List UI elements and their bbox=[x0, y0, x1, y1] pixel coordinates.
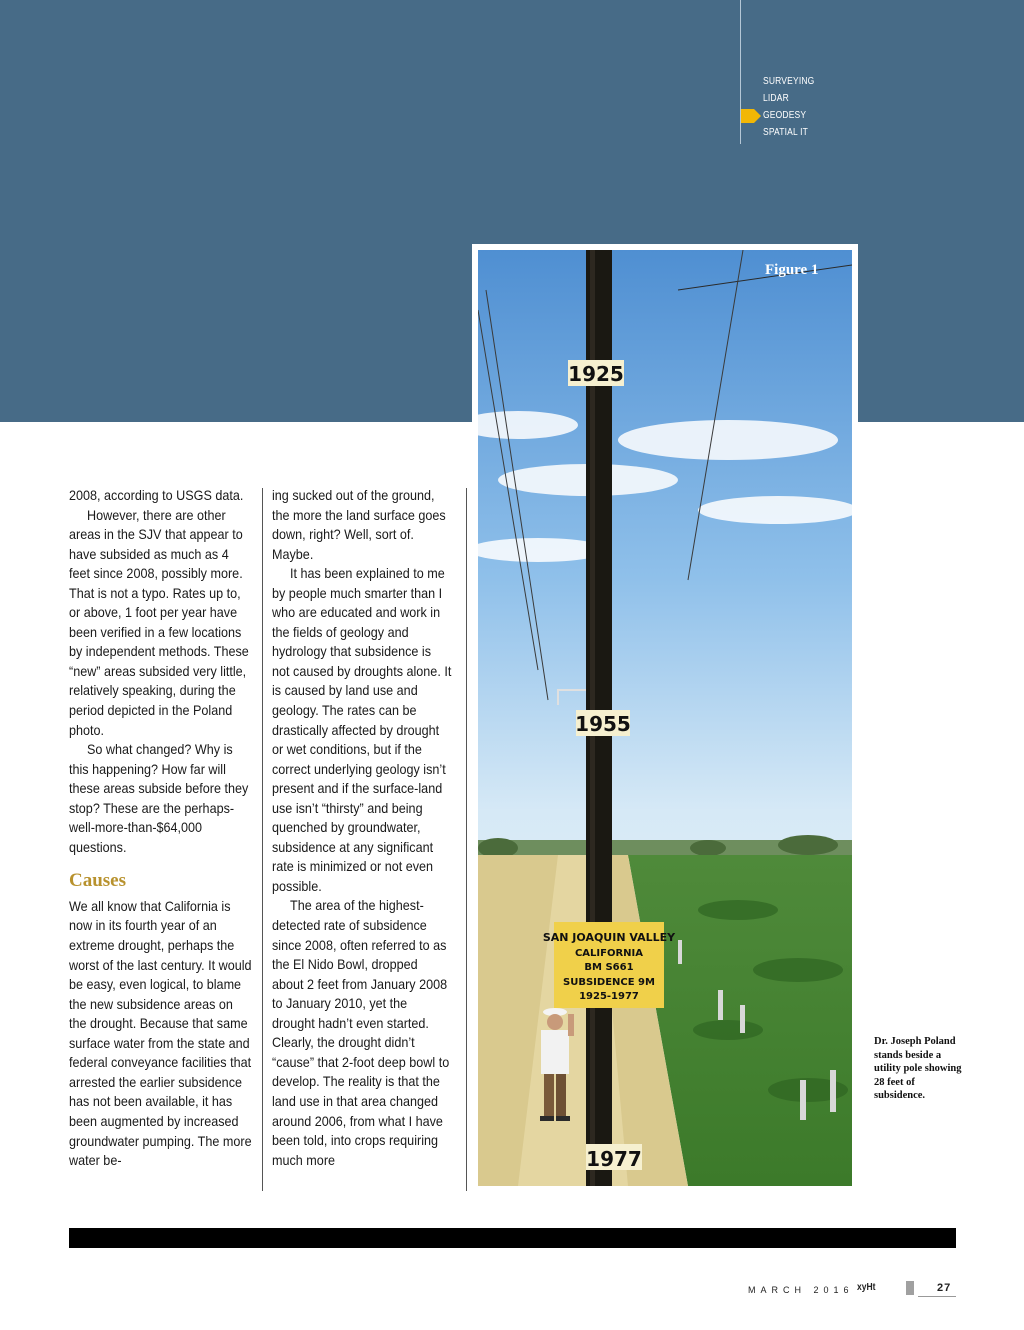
nav-item-geodesy[interactable]: GEODESY bbox=[763, 110, 807, 121]
col1-paragraph-3: So what changed? Why is this happening? How far will these areas subside before they stop? These are the perhaps-well-more-than-$64,000 questions. bbox=[69, 741, 249, 855]
footer-date: MARCH 2016 bbox=[748, 1285, 854, 1295]
svg-text:BM S661: BM S661 bbox=[584, 962, 634, 973]
svg-text:SUBSIDENCE 9M: SUBSIDENCE 9M bbox=[563, 977, 655, 988]
footer-magazine: xyHt bbox=[857, 1282, 876, 1293]
svg-text:1955: 1955 bbox=[575, 712, 631, 736]
active-section-marker-icon bbox=[741, 109, 761, 123]
col2-paragraph-1: ing sucked out of the ground, the more the land surface goes down, right? Well, sort of. Maybe. bbox=[272, 487, 446, 562]
col2-paragraph-2: It has been explained to me by people much smarter than I who are educated and work in the fields of geology and hydrology that subsidence is not caused by droughts alone. It is caused by land use and geology. The rates can be drastically affected by drought or wet conditions, but if the correct underlying geology isn’t present and if the surface-land use isn’t “thirsty” and being quenched by groundwater, subsidence at any significant rate is minimized or not even possible. bbox=[272, 565, 452, 894]
col1-paragraph-2: However, there are other areas in the SJV that appear to have subsided as much as 4 feet since 2008, possibly more. That is not a typo. Rates up to, or above, 1 foot per year have been verified in a few locations by independent methods. These “new” areas subsided very little, relatively speaking, during the period depicted in the Poland photo. bbox=[69, 506, 249, 738]
col1-paragraph-4: We all know that California is now in its fourth year of an extreme drought, perhaps the worst of the last century. It would be easy, even logical, to blame the new subsidence areas on the drought. Because that same surface water from the state and federal conveyance facilities that arrested the earlier subsidence has not been available, it has been augmented by increased groundwater pumping. The more water be- bbox=[69, 897, 252, 1169]
pole-mark-1955 bbox=[575, 710, 631, 736]
article-column-2 bbox=[272, 486, 452, 1170]
column-divider-2 bbox=[466, 488, 467, 1191]
figure-photo bbox=[478, 250, 852, 1186]
article-column-1 bbox=[69, 486, 253, 1171]
col2-paragraph-3: The area of the highest-detected rate of subsidence since 2008, often referred to as the El Nido Bowl, dropped about 2 feet from January 2008 to January 2010, yet the drought hadn’t even started. Clearly, the drought didn’t “cause” that 2-foot deep bowl to develop. The reality is that the land use in that area changed around 2006, from what I have been told, into crops requiring much more bbox=[272, 897, 450, 1168]
svg-text:1925-1977: 1925-1977 bbox=[579, 991, 639, 1002]
nav-item-surveying[interactable]: SURVEYING bbox=[763, 76, 815, 87]
svg-text:CALIFORNIA: CALIFORNIA bbox=[574, 948, 644, 959]
col1-paragraph-1: 2008, according to USGS data. bbox=[69, 487, 244, 503]
pole-mark-1977 bbox=[586, 1144, 642, 1171]
figure-label: Figure 1 bbox=[765, 262, 819, 278]
section-heading-causes: Causes bbox=[69, 870, 127, 892]
nav-item-lidar[interactable]: LIDAR bbox=[763, 93, 789, 104]
section-nav bbox=[763, 73, 824, 141]
svg-text:SAN JOAQUIN VALLEY: SAN JOAQUIN VALLEY bbox=[542, 931, 676, 944]
svg-text:1977: 1977 bbox=[586, 1147, 642, 1171]
pole-mark-1925 bbox=[568, 360, 624, 386]
svg-text:1925: 1925 bbox=[568, 362, 624, 386]
footer-marker bbox=[906, 1281, 914, 1295]
figure-caption: Dr. Joseph Poland stands beside a utility pole showing 28 feet of subsidence. bbox=[874, 1036, 962, 1101]
footer-rule bbox=[918, 1296, 956, 1297]
bottom-bar bbox=[69, 1228, 956, 1248]
subsidence-sign bbox=[543, 922, 676, 1008]
column-divider-1 bbox=[262, 488, 263, 1191]
nav-item-spatial-it[interactable]: SPATIAL IT bbox=[763, 127, 808, 138]
page-number: 27 bbox=[937, 1282, 952, 1294]
